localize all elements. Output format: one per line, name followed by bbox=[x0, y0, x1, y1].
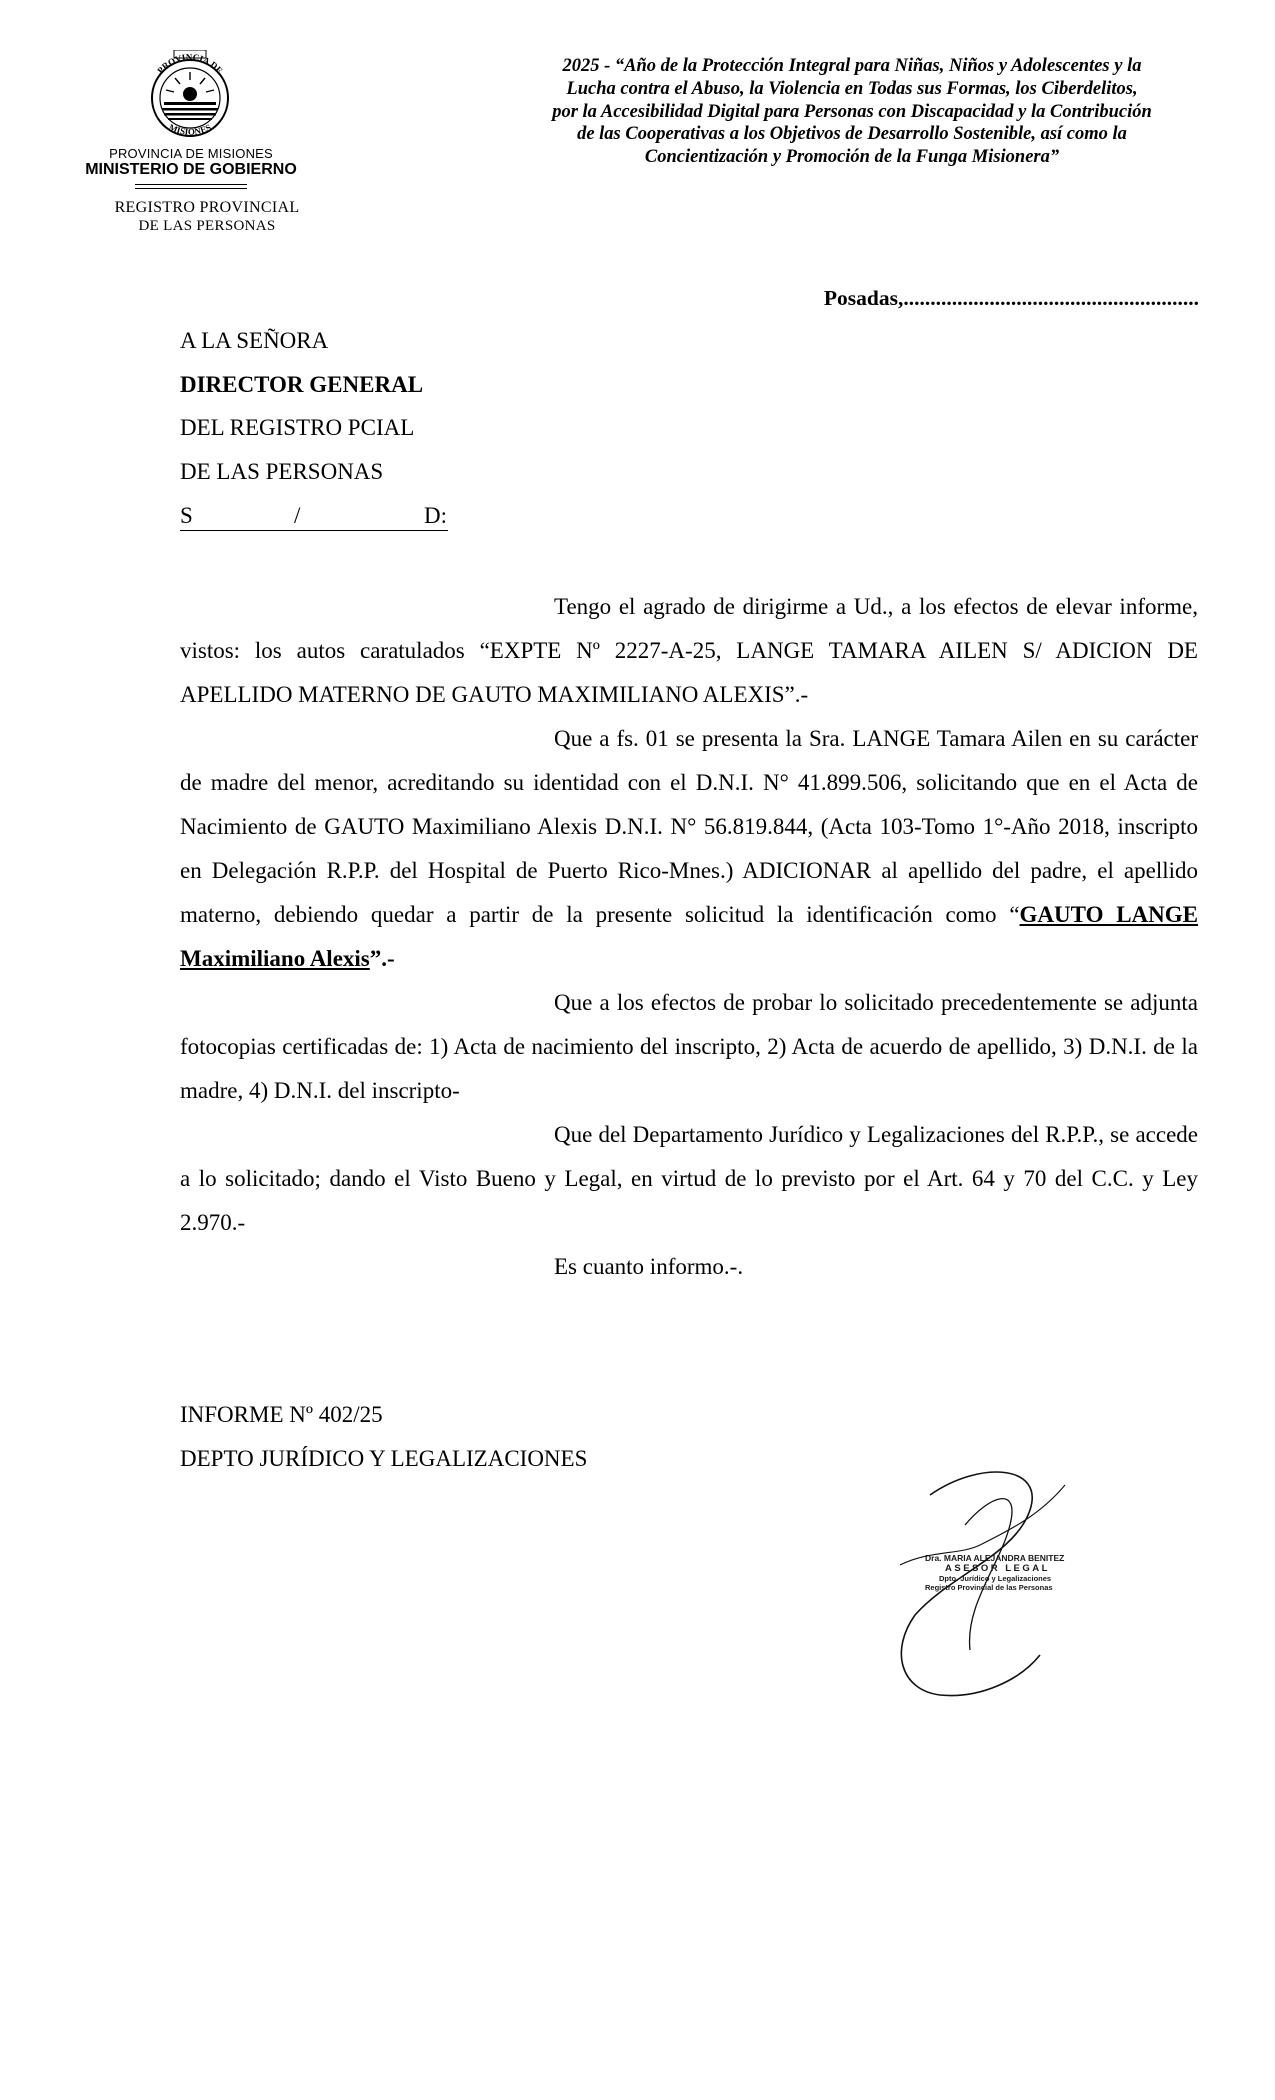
sd-s: S bbox=[180, 503, 193, 528]
addressee-salutation: A LA SEÑORA bbox=[180, 328, 329, 353]
registry-name-line1: REGISTRO PROVINCIAL bbox=[114, 199, 300, 216]
paragraph-request bbox=[180, 717, 1198, 981]
sd-slash: / bbox=[294, 503, 301, 528]
place-date: Posadas,....................................................... bbox=[823, 286, 1199, 310]
department-name: DEPTO JURÍDICO Y LEGALIZACIONES bbox=[180, 1446, 588, 1471]
addressee-office: DEL REGISTRO PCIAL bbox=[180, 415, 415, 440]
stamp-registry: Registro Provincial de las Personas bbox=[925, 1583, 1053, 1592]
year-motto bbox=[492, 55, 1212, 169]
sd-d: D: bbox=[424, 503, 447, 528]
registry-name-line2: DE LAS PERSONAS bbox=[138, 218, 276, 234]
requested-full-name: GAUTO LANGE Maximiliano Alexis bbox=[180, 902, 1198, 971]
svg-text:MISIONES bbox=[167, 122, 212, 137]
crest-text-bottom: MISIONES bbox=[167, 122, 213, 137]
request-closing-quote: ”.- bbox=[369, 946, 395, 971]
paragraph-legal-approval: Que del Departamento Jurídico y Legalizaciones del R.P.P., se accede a lo solicitado; dando el Visto Bueno y Legal, en virtud de lo previsto por el Art. 64 y 70 del C.C. y Ley 2.970.- bbox=[180, 1122, 1198, 1235]
header-divider-secondary bbox=[135, 188, 247, 189]
svg-text:PROVINCIA DE bbox=[155, 52, 225, 76]
motto-line: de las Cooperativas a los Objetivos de Desarrollo Sostenible, así como la bbox=[577, 124, 1127, 145]
legal-advisor-stamp bbox=[925, 1553, 1075, 1592]
motto-line: Concientización y Promoción de la Funga Misionera” bbox=[644, 147, 1060, 168]
stamp-title: ASESOR LEGAL bbox=[945, 1563, 1050, 1574]
paragraph-attachments: Que a los efectos de probar lo solicitado precedentemente se adjunta fotocopias certificadas de: 1) Acta de nacimiento del inscripto, 2) Acta de acuerdo de apellido, 3) D.N.I. de la madre, 4) D.N.I. del inscripto- bbox=[180, 990, 1198, 1103]
addressee-sd bbox=[180, 503, 448, 531]
addressee-office-cont: DE LAS PERSONAS bbox=[180, 459, 384, 484]
provincial-crest-logo bbox=[140, 50, 240, 142]
request-text: Que a fs. 01 se presenta la Sra. LANGE Tamara Ailen en su carácter de madre del menor, acreditando su identidad con el D.N.I. N° 41.899.506, solicitando que en el Acta de Nacimiento de GAUTO Maximiliano Alexis D.N.I. N° 56.819.844, (Acta 103-Tomo 1°-Año 2018, inscripto en Delegación R.P.P. del Hospital de Puerto Rico-Mnes.) ADICIONAR al apellido del padre, el apellido materno, debiendo quedar a partir de la presente solicitud la identificación como “ bbox=[180, 726, 1198, 927]
motto-line: por la Accesibilidad Digital para Personas con Discapacidad y la Contribución bbox=[552, 101, 1152, 122]
crest-text-top: PROVINCIA DE bbox=[155, 51, 225, 76]
header-divider bbox=[135, 184, 247, 185]
closing-line: Es cuanto informo.-. bbox=[554, 1254, 744, 1279]
stamp-department: Dpto. Jurídico y Legalizaciones bbox=[939, 1574, 1052, 1583]
paragraph-intro: Tengo el agrado de dirigirme a Ud., a los efectos de elevar informe, vistos: los autos caratulados “EXPTE Nº 2227-A-25, LANGE TAMARA AILEN S/ ADICION DE APELLIDO MATERNO DE GAUTO MAXIMILIANO ALEXIS”.- bbox=[180, 594, 1198, 707]
addressee-title: DIRECTOR GENERAL bbox=[180, 372, 424, 397]
stamp-name: Dra. MARIA ALEJANDRA BENITEZ bbox=[925, 1553, 1065, 1563]
motto-line: 2025 - “Año de la Protección Integral para Niñas, Niños y Adolescentes y la bbox=[562, 56, 1142, 76]
motto-line: Lucha contra el Abuso, la Violencia en Todas sus Formas, los Ciberdelitos, bbox=[566, 78, 1138, 99]
report-number: INFORME Nº 402/25 bbox=[180, 1402, 383, 1427]
ministry-name: MINISTERIO DE GOBIERNO bbox=[85, 161, 297, 178]
province-name: PROVINCIA DE MISIONES bbox=[109, 146, 273, 161]
letter-body bbox=[180, 585, 1198, 1289]
